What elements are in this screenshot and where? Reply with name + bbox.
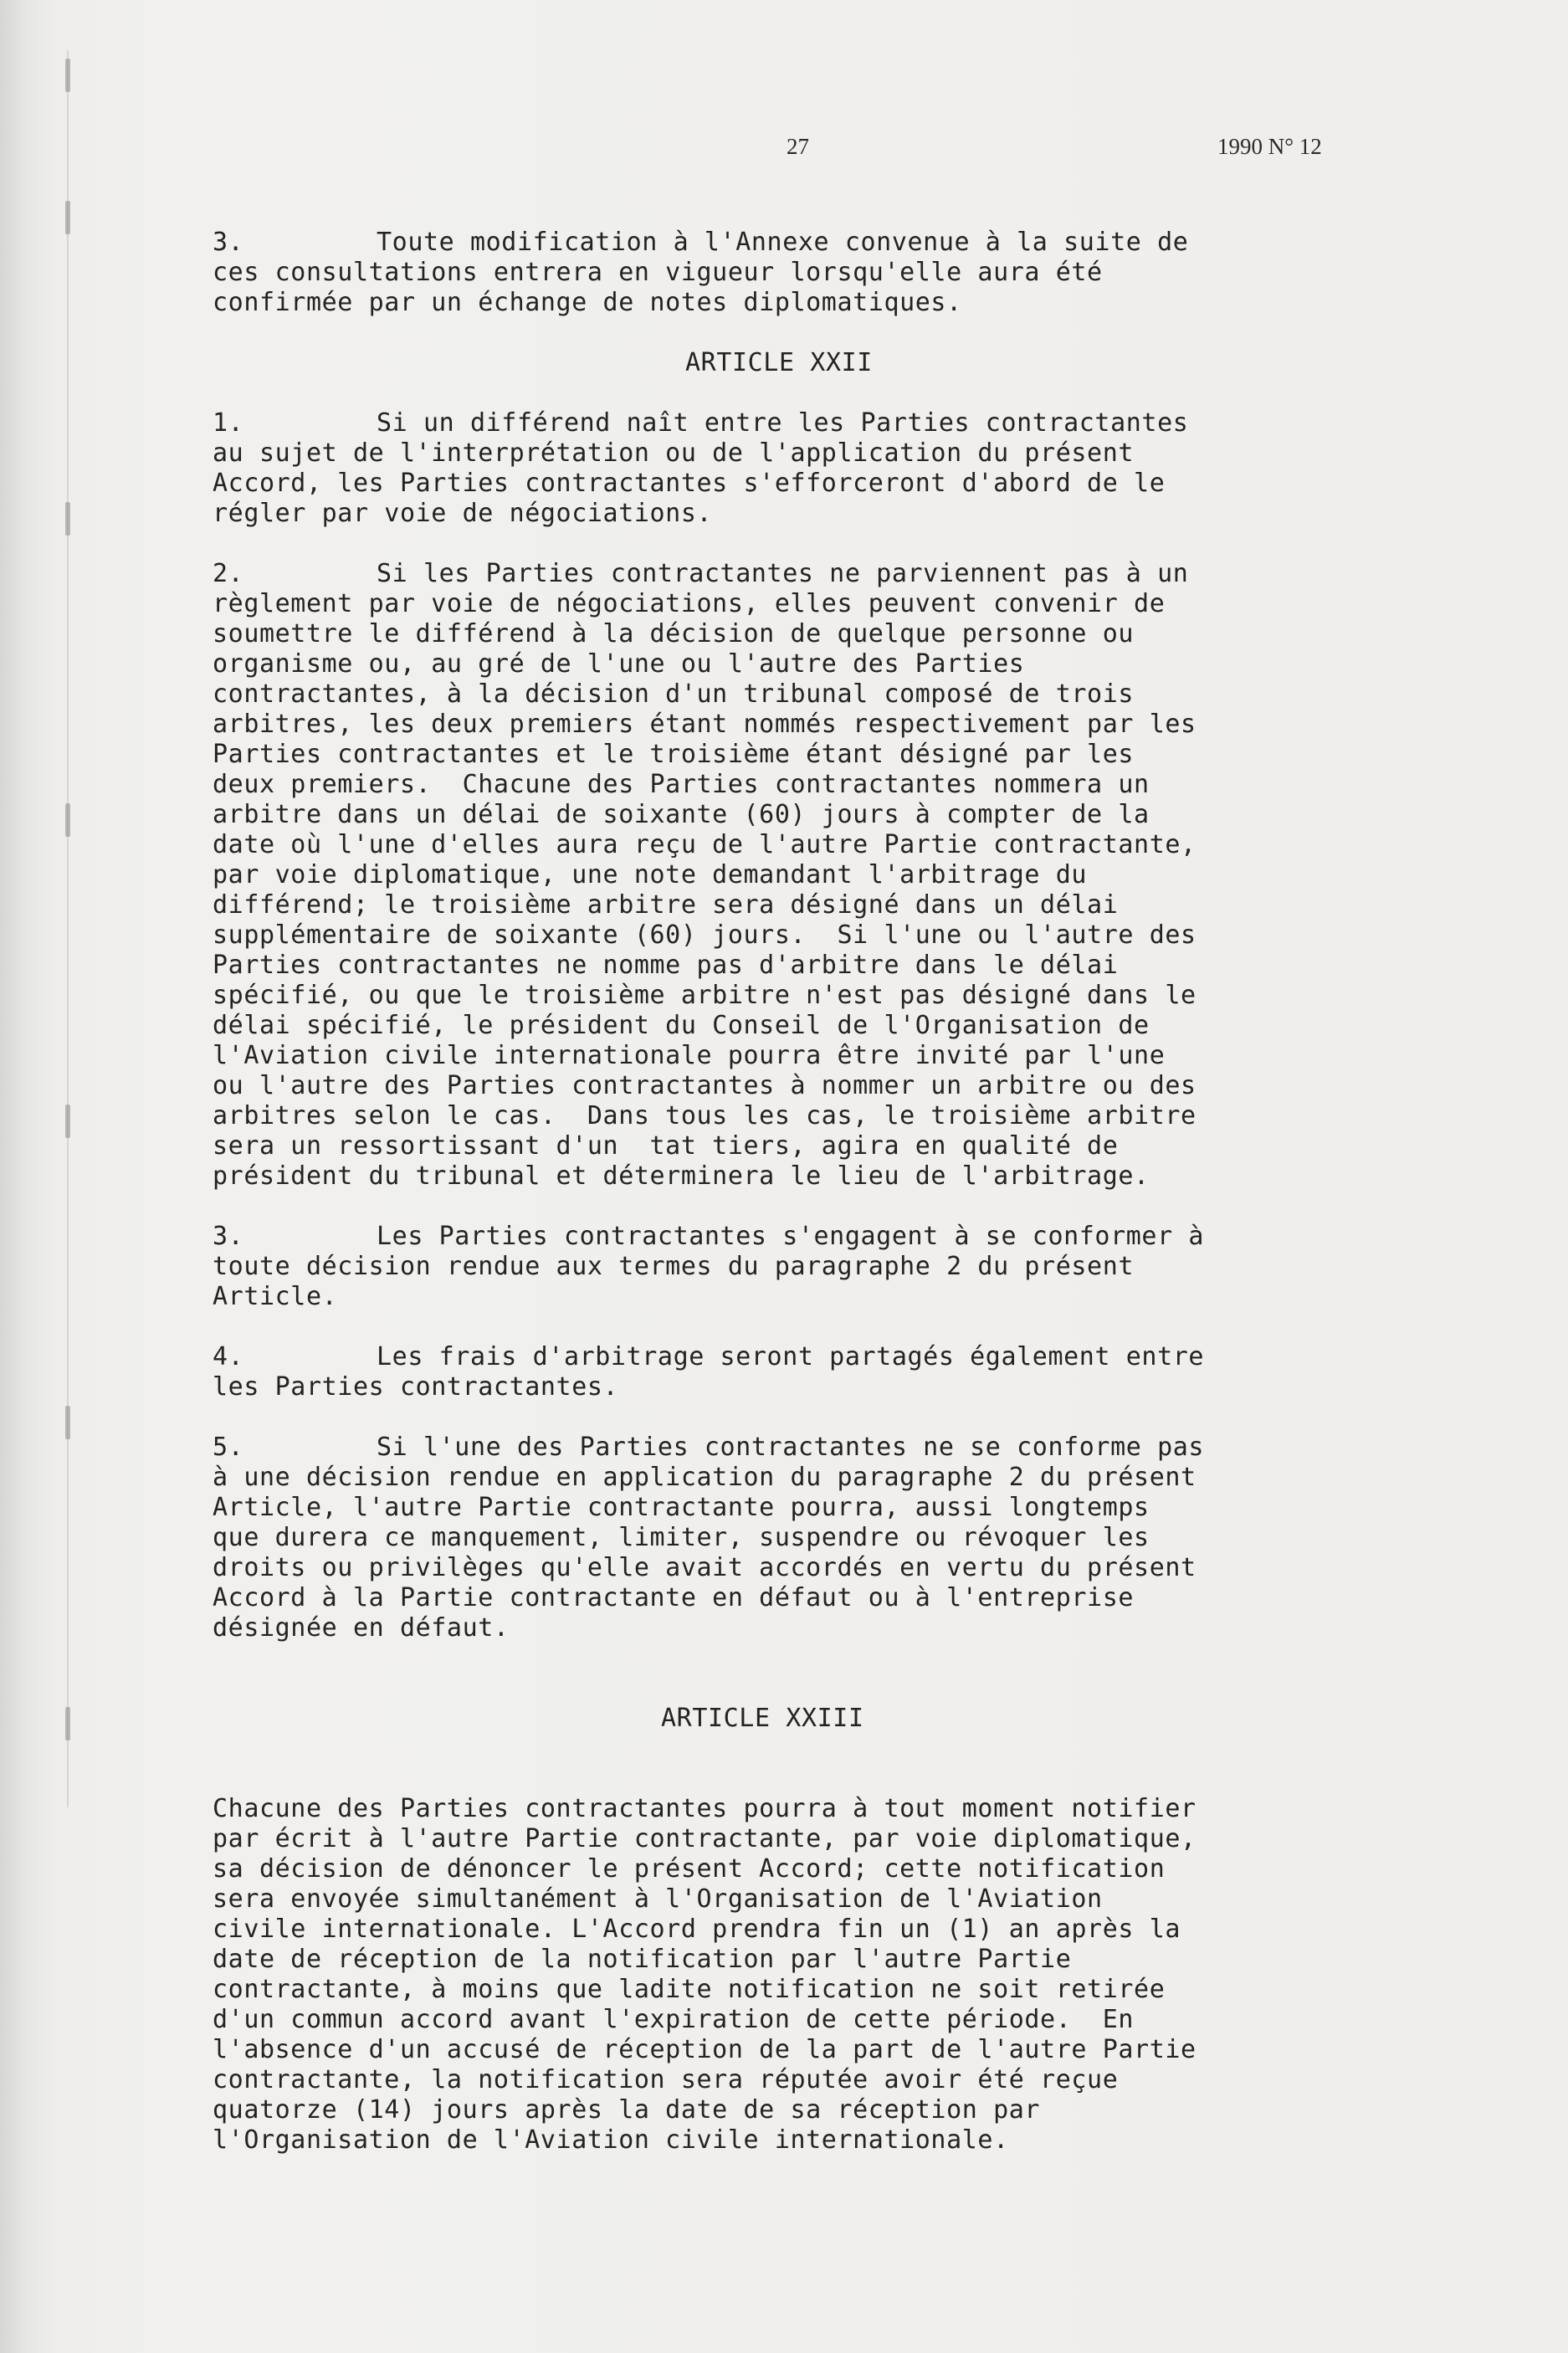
paragraph-line: Parties contractantes et le troisième étant désigné par les	[213, 740, 1135, 769]
paragraph-line	[213, 559, 1384, 589]
paragraph	[213, 1794, 1384, 2156]
paragraph-line: contractante, à moins que ladite notification ne soit retirée	[213, 1975, 1166, 2004]
paragraph-line: régler par voie de négociations.	[213, 499, 713, 528]
paragraph-line: sera un ressortissant d'un tat tiers, agira en qualité de	[213, 1131, 1119, 1161]
paragraph-line: Accord, les Parties contractantes s'efforceront d'abord de le	[213, 469, 1166, 498]
paragraph-line: président du tribunal et déterminera le lieu de l'arbitrage.	[213, 1161, 1150, 1191]
paragraph-line: arbitres selon le cas. Dans tous les cas, le troisième arbitre	[213, 1101, 1196, 1130]
paragraph-number: 3.	[213, 1222, 244, 1251]
binding-stitch	[65, 1707, 70, 1740]
paragraph-text: Les frais d'arbitrage seront partagés également entre	[377, 1342, 1205, 1371]
paragraph-line: confirmée par un échange de notes diplomatiques.	[213, 288, 962, 317]
paragraph-line	[213, 408, 1384, 438]
paragraph-line: contractantes, à la décision d'un tribunal composé de trois	[213, 679, 1135, 709]
paragraph	[213, 1342, 1384, 1402]
paragraph-line: à une décision rendue en application du paragraphe 2 du présent	[213, 1463, 1196, 1492]
paragraph-line: ces consultations entrera en vigueur lorsqu'elle aura été	[213, 258, 1103, 287]
paragraph-text: Si un différend naît entre les Parties contractantes	[377, 408, 1189, 438]
binding-stitch	[65, 201, 70, 234]
paragraph-line: Parties contractantes ne nomme pas d'arbitre dans le délai	[213, 951, 1119, 980]
paragraph	[213, 1433, 1384, 1643]
paragraph-line: l'Organisation de l'Aviation civile internationale.	[213, 2125, 1009, 2155]
paragraph-line: que durera ce manquement, limiter, suspendre ou révoquer les	[213, 1523, 1150, 1552]
document-reference: 1990 N° 12	[1217, 134, 1322, 159]
paragraph-line: civile internationale. L'Accord prendra fin un (1) an après la	[213, 1915, 1181, 1944]
document-body	[213, 228, 1384, 2156]
article-heading: ARTICLE XXII	[685, 348, 873, 377]
paragraph-line: les Parties contractantes.	[213, 1372, 619, 1402]
paragraph-line: différend; le troisième arbitre sera désigné dans un délai	[213, 890, 1119, 920]
paragraph-line: droits ou privilèges qu'elle avait accordés en vertu du présent	[213, 1553, 1196, 1582]
binding-stitch	[65, 1105, 70, 1138]
paragraph-number: 3.	[213, 228, 244, 257]
paragraph-line: date où l'une d'elles aura reçu de l'autre Partie contractante,	[213, 830, 1196, 859]
paragraph-line	[213, 1342, 1384, 1372]
paragraph-line: ou l'autre des Parties contractantes à nommer un arbitre ou des	[213, 1071, 1196, 1100]
paragraph-number: 4.	[213, 1342, 244, 1371]
paragraph-line: quatorze (14) jours après la date de sa réception par	[213, 2095, 1041, 2125]
binding-edge	[67, 50, 69, 1807]
paragraph-line: toute décision rendue aux termes du paragraphe 2 du présent	[213, 1252, 1135, 1281]
paragraph-line: sa décision de dénoncer le présent Accord; cette notification	[213, 1854, 1166, 1884]
paragraph-line: l'Aviation civile internationale pourra être invité par l'une	[213, 1041, 1166, 1070]
paragraph-line: soumettre le différend à la décision de quelque personne ou	[213, 619, 1135, 648]
binding-stitch	[65, 502, 70, 536]
paragraph-line: l'absence d'un accusé de réception de la part de l'autre Partie	[213, 2035, 1196, 2064]
paragraph-line	[213, 1222, 1384, 1252]
paragraph-line: par voie diplomatique, une note demandant l'arbitrage du	[213, 860, 1088, 889]
paragraph-line: deux premiers. Chacune des Parties contractantes nommera un	[213, 770, 1150, 799]
paragraph-text: Si les Parties contractantes ne parviennent pas à un	[377, 559, 1189, 588]
paragraph-line: au sujet de l'interprétation ou de l'application du présent	[213, 438, 1135, 468]
paragraph-line: désignée en défaut.	[213, 1613, 510, 1643]
paragraph-number: 5.	[213, 1433, 244, 1462]
paragraph-line: Article, l'autre Partie contractante pourra, aussi longtemps	[213, 1493, 1150, 1522]
paragraph-line: règlement par voie de négociations, elles peuvent convenir de	[213, 589, 1166, 618]
article-heading: ARTICLE XXIII	[661, 1704, 864, 1733]
paragraph-text: Les Parties contractantes s'engagent à se conformer à	[377, 1222, 1205, 1251]
paragraph	[213, 1222, 1384, 1312]
paragraph-line: arbitres, les deux premiers étant nommés respectivement par les	[213, 710, 1196, 739]
paragraph-line: spécifié, ou que le troisième arbitre n'est pas désigné dans le	[213, 981, 1196, 1010]
paragraph-line: Article.	[213, 1282, 338, 1311]
paragraph-line: arbitre dans un délai de soixante (60) jours à compter de la	[213, 800, 1150, 829]
paragraph-line: contractante, la notification sera réputée avoir été reçue	[213, 2065, 1119, 2094]
binding-stitch	[65, 803, 70, 837]
paragraph-line: Chacune des Parties contractantes pourra à tout moment notifier	[213, 1794, 1196, 1823]
paragraph-line: date de réception de la notification par l'autre Partie	[213, 1945, 1072, 1974]
paragraph	[213, 228, 1384, 318]
binding-stitch	[65, 59, 70, 92]
paragraph-line: sera envoyée simultanément à l'Organisation de l'Aviation	[213, 1884, 1103, 1914]
paragraph-text: Toute modification à l'Annexe convenue à la suite de	[377, 228, 1189, 257]
page-number: 27	[787, 134, 809, 159]
paragraph-line: organisme ou, au gré de l'une ou l'autre des Parties	[213, 649, 1025, 679]
paragraph-line: d'un commun accord avant l'expiration de cette période. En	[213, 2005, 1135, 2034]
paragraph-number: 1.	[213, 408, 244, 438]
paragraph-number: 2.	[213, 559, 244, 588]
paragraph-line: supplémentaire de soixante (60) jours. Si l'une ou l'autre des	[213, 920, 1196, 950]
paragraph-line: par écrit à l'autre Partie contractante, par voie diplomatique,	[213, 1824, 1196, 1853]
binding-stitch	[65, 1406, 70, 1439]
paragraph-line	[213, 1433, 1384, 1463]
paragraph	[213, 408, 1384, 529]
paragraph-line: délai spécifié, le président du Conseil de l'Organisation de	[213, 1011, 1150, 1040]
paragraph-line: Accord à la Partie contractante en défaut ou à l'entreprise	[213, 1583, 1135, 1612]
paragraph-line	[213, 228, 1384, 258]
paragraph	[213, 559, 1384, 1192]
paragraph-text: Si l'une des Parties contractantes ne se conforme pas	[377, 1433, 1205, 1462]
